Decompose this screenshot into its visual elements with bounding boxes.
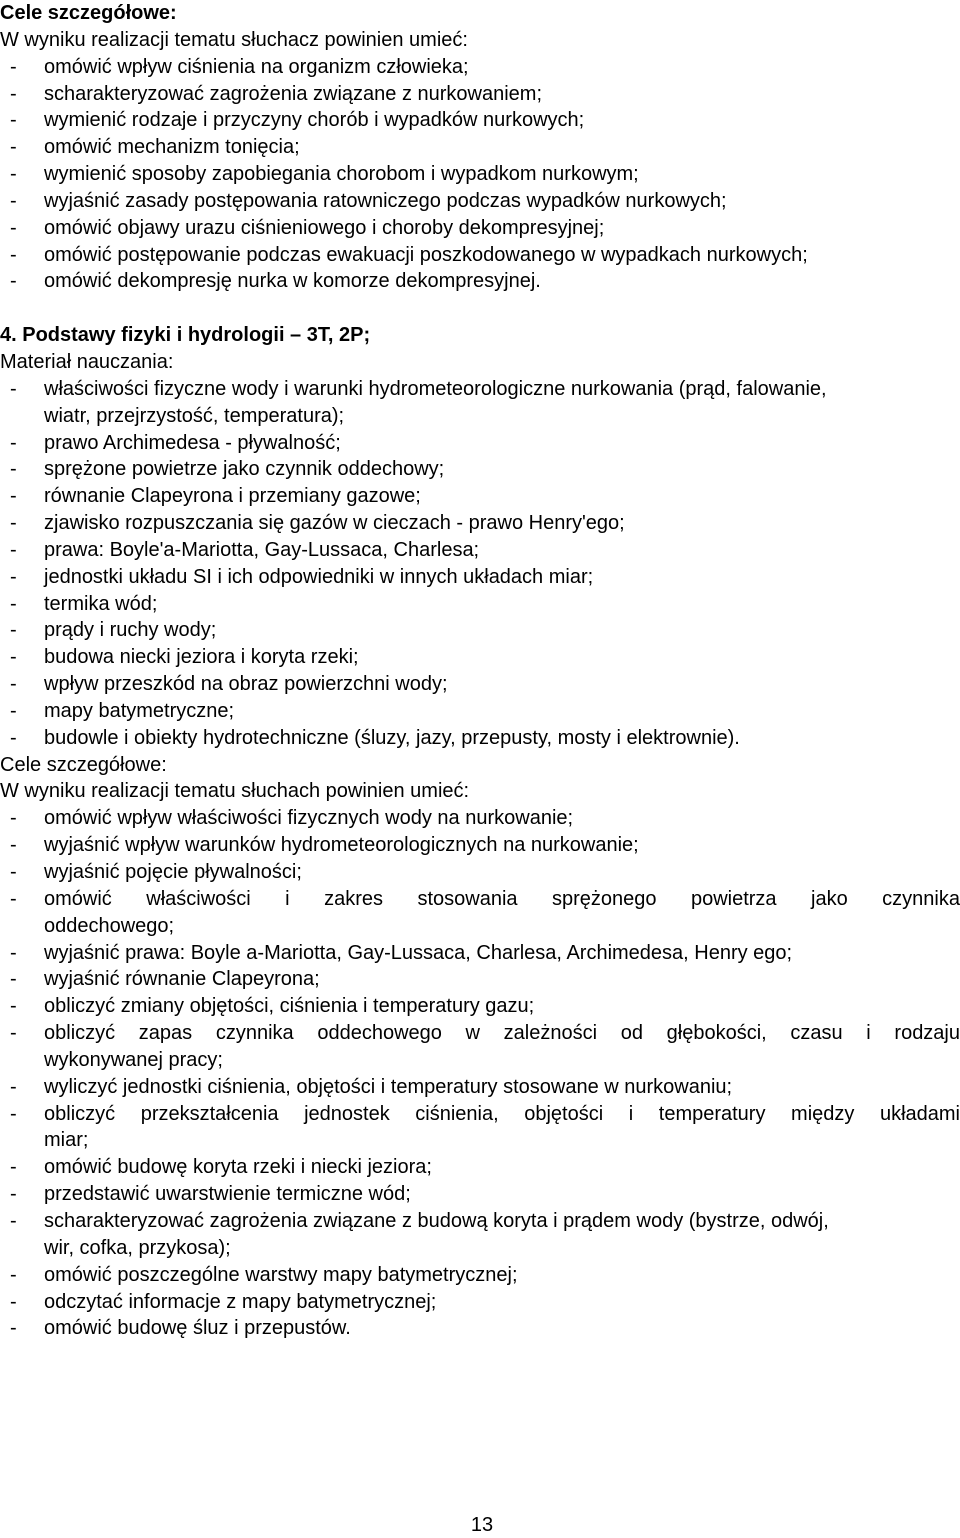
list-item-text: omówić poszczególne warstwy mapy batymetrycznej; bbox=[44, 1263, 518, 1286]
bullet-dash: - bbox=[10, 485, 17, 508]
list-item bbox=[0, 591, 960, 618]
bullet-dash: - bbox=[10, 726, 17, 749]
bullet-dash: - bbox=[10, 1183, 17, 1206]
page-number: 13 bbox=[470, 1514, 494, 1536]
bullet-dash: - bbox=[10, 1075, 17, 1098]
list-item-text: omówić dekompresję nurka w komorze dekompresyjnej. bbox=[44, 270, 541, 293]
list-item-text: odczytać informacje z mapy batymetrycznej; bbox=[44, 1290, 437, 1313]
bullet-dash: - bbox=[10, 619, 17, 642]
bullet-dash: - bbox=[10, 968, 17, 991]
list-item bbox=[0, 940, 960, 967]
list-item-text: omówić objawy urazu ciśnieniowego i choroby dekompresyjnej; bbox=[44, 216, 605, 239]
list-item-text: omówić wpływ ciśnienia na organizm człowieka; bbox=[44, 55, 469, 78]
goals-intro-1: W wyniku realizacji tematu słuchacz powinien umieć: bbox=[0, 28, 468, 51]
list-item-text: omówić mechanizm tonięcia; bbox=[44, 136, 300, 159]
bullet-dash: - bbox=[10, 216, 17, 239]
bullet-dash: - bbox=[10, 592, 17, 615]
list-item-text: wyjaśnić zasady postępowania ratowniczego podczas wypadków nurkowych; bbox=[44, 189, 727, 212]
list-item-text: sprężone powietrze jako czynnik oddechowy; bbox=[44, 458, 445, 481]
list-item bbox=[0, 993, 960, 1020]
list-item-continuation: oddechowego; bbox=[44, 914, 175, 937]
list-item bbox=[0, 1208, 960, 1235]
list-item-text: prądy i ruchy wody; bbox=[44, 619, 217, 642]
list-item bbox=[0, 1315, 960, 1342]
list-item bbox=[0, 617, 960, 644]
bullet-dash: - bbox=[10, 1263, 17, 1286]
list-item-text: scharakteryzować zagrożenia związane z nurkowaniem; bbox=[44, 82, 543, 105]
list-item-text: omówić właściwości i zakres stosowania sprężonego powietrza jako czynnika bbox=[44, 887, 960, 910]
list-item-text: termika wód; bbox=[44, 592, 158, 615]
bullet-dash: - bbox=[10, 458, 17, 481]
list-item-text: obliczyć zapas czynnika oddechowego w zależności od głębokości, czasu i rodzaju bbox=[44, 1022, 960, 1045]
list-item bbox=[0, 1181, 960, 1208]
list-item bbox=[0, 510, 960, 537]
list-item bbox=[0, 671, 960, 698]
list-item bbox=[0, 456, 960, 483]
list-item-text: wymienić rodzaje i przyczyny chorób i wypadków nurkowych; bbox=[44, 109, 585, 132]
list-item bbox=[0, 832, 960, 859]
bullet-dash: - bbox=[10, 995, 17, 1018]
list-item bbox=[0, 1020, 960, 1047]
bullet-dash: - bbox=[10, 646, 17, 669]
list-item bbox=[0, 859, 960, 886]
list-item-text: wyliczyć jednostki ciśnienia, objętości i temperatury stosowane w nurkowaniu; bbox=[44, 1075, 733, 1098]
bullet-dash: - bbox=[10, 377, 17, 400]
list-item-continuation: wir, cofka, przykosa); bbox=[44, 1236, 231, 1259]
bullet-dash: - bbox=[10, 1209, 17, 1232]
list-item-text: omówić wpływ właściwości fizycznych wody na nurkowanie; bbox=[44, 807, 574, 830]
bullet-dash: - bbox=[10, 699, 17, 722]
list-item bbox=[0, 1262, 960, 1289]
list-item-text: właściwości fizyczne wody i warunki hydrometeorologiczne nurkowania (prąd, falowanie, bbox=[44, 377, 827, 400]
list-item bbox=[0, 268, 960, 295]
list-item bbox=[0, 430, 960, 457]
list-item bbox=[0, 107, 960, 134]
bullet-dash: - bbox=[10, 1156, 17, 1179]
goals-list-1 bbox=[0, 54, 960, 296]
bullet-dash: - bbox=[10, 512, 17, 535]
bullet-dash: - bbox=[10, 673, 17, 696]
list-item bbox=[0, 966, 960, 993]
list-item-text: wyjaśnić prawa: Boyle a-Mariotta, Gay-Lussaca, Charlesa, Archimedesa, Henry ego; bbox=[44, 941, 793, 964]
list-item-text: równanie Clapeyrona i przemiany gazowe; bbox=[44, 485, 421, 508]
blank-line bbox=[0, 295, 960, 322]
list-item bbox=[0, 537, 960, 564]
list-item-text: omówić postępowanie podczas ewakuacji poszkodowanego w wypadkach nurkowych; bbox=[44, 243, 808, 266]
bullet-dash: - bbox=[10, 136, 17, 159]
section-title: 4. Podstawy fizyki i hydrologii – 3T, 2P; bbox=[0, 324, 371, 347]
list-item bbox=[0, 483, 960, 510]
goals-list-2 bbox=[0, 805, 960, 1342]
list-item bbox=[0, 242, 960, 269]
list-item-continuation: wykonywanej pracy; bbox=[44, 1048, 223, 1071]
bullet-dash: - bbox=[10, 82, 17, 105]
list-item bbox=[0, 188, 960, 215]
list-item-text: mapy batymetryczne; bbox=[44, 699, 235, 722]
bullet-dash: - bbox=[10, 565, 17, 588]
list-item-text: przedstawić uwarstwienie termiczne wód; bbox=[44, 1183, 411, 1206]
list-item bbox=[0, 54, 960, 81]
bullet-dash: - bbox=[10, 109, 17, 132]
list-item bbox=[0, 805, 960, 832]
material-heading: Materiał nauczania: bbox=[0, 350, 174, 373]
list-item bbox=[0, 376, 960, 403]
bullet-dash: - bbox=[10, 1290, 17, 1313]
bullet-dash: - bbox=[10, 1317, 17, 1340]
goals-heading-2: Cele szczegółowe: bbox=[0, 753, 167, 776]
list-item-text: budowa niecki jeziora i koryta rzeki; bbox=[44, 646, 359, 669]
list-item bbox=[0, 161, 960, 188]
list-item-continuation: miar; bbox=[44, 1129, 89, 1152]
goals-heading-1: Cele szczegółowe: bbox=[0, 2, 177, 24]
bullet-dash: - bbox=[10, 887, 17, 910]
list-item bbox=[0, 1289, 960, 1316]
bullet-dash: - bbox=[10, 189, 17, 212]
list-item bbox=[0, 725, 960, 752]
list-item bbox=[0, 1154, 960, 1181]
bullet-dash: - bbox=[10, 861, 17, 883]
bullet-dash: - bbox=[10, 270, 17, 293]
list-item-text: omówić budowę koryta rzeki i niecki jeziora; bbox=[44, 1156, 432, 1179]
list-item bbox=[0, 564, 960, 591]
list-item-text: prawo Archimedesa - pływalność; bbox=[44, 431, 341, 454]
bullet-dash: - bbox=[10, 55, 17, 78]
bullet-dash: - bbox=[10, 807, 17, 830]
list-item bbox=[0, 644, 960, 671]
bullet-dash: - bbox=[10, 163, 17, 186]
list-item bbox=[0, 886, 960, 913]
list-item-text: obliczyć zmiany objętości, ciśnienia i temperatury gazu; bbox=[44, 995, 535, 1018]
list-item-text: wyjaśnić pojęcie pływalności; bbox=[44, 861, 302, 883]
list-item-text: wyjaśnić wpływ warunków hydrometeorologicznych na nurkowanie; bbox=[44, 834, 639, 857]
material-list bbox=[0, 376, 960, 752]
goals-intro-2: W wyniku realizacji tematu słuchach powinien umieć: bbox=[0, 780, 470, 803]
list-item-text: scharakteryzować zagrożenia związane z budową koryta i prądem wody (bystrze, odwój, bbox=[44, 1209, 829, 1232]
list-item-text: omówić budowę śluz i przepustów. bbox=[44, 1317, 351, 1340]
bullet-dash: - bbox=[10, 538, 17, 561]
list-item-text: jednostki układu SI i ich odpowiedniki w innych układach miar; bbox=[44, 565, 594, 588]
list-item-text: prawa: Boyle'a-Mariotta, Gay-Lussaca, Charlesa; bbox=[44, 538, 480, 561]
list-item bbox=[0, 215, 960, 242]
bullet-dash: - bbox=[10, 941, 17, 964]
list-item bbox=[0, 81, 960, 108]
list-item bbox=[0, 134, 960, 161]
list-item bbox=[0, 698, 960, 725]
bullet-dash: - bbox=[10, 243, 17, 266]
bullet-dash: - bbox=[10, 1022, 17, 1045]
list-item bbox=[0, 1074, 960, 1101]
bullet-dash: - bbox=[10, 834, 17, 857]
list-item-continuation: wiatr, przejrzystość, temperatura); bbox=[44, 404, 345, 427]
list-item-text: wymienić sposoby zapobiegania chorobom i wypadkom nurkowym; bbox=[44, 163, 639, 186]
list-item-text: wpływ przeszkód na obraz powierzchni wody; bbox=[44, 673, 448, 696]
list-item-text: wyjaśnić równanie Clapeyrona; bbox=[44, 968, 320, 991]
list-item-text: budowle i obiekty hydrotechniczne (śluzy, jazy, przepusty, mosty i elektrownie). bbox=[44, 726, 740, 749]
list-item-text: zjawisko rozpuszczania się gazów w cieczach - prawo Henry'ego; bbox=[44, 512, 625, 535]
list-item-text: obliczyć przekształcenia jednostek ciśnienia, objętości i temperatury między układami bbox=[44, 1102, 960, 1125]
bullet-dash: - bbox=[10, 1102, 17, 1125]
bullet-dash: - bbox=[10, 431, 17, 454]
list-item bbox=[0, 1101, 960, 1128]
